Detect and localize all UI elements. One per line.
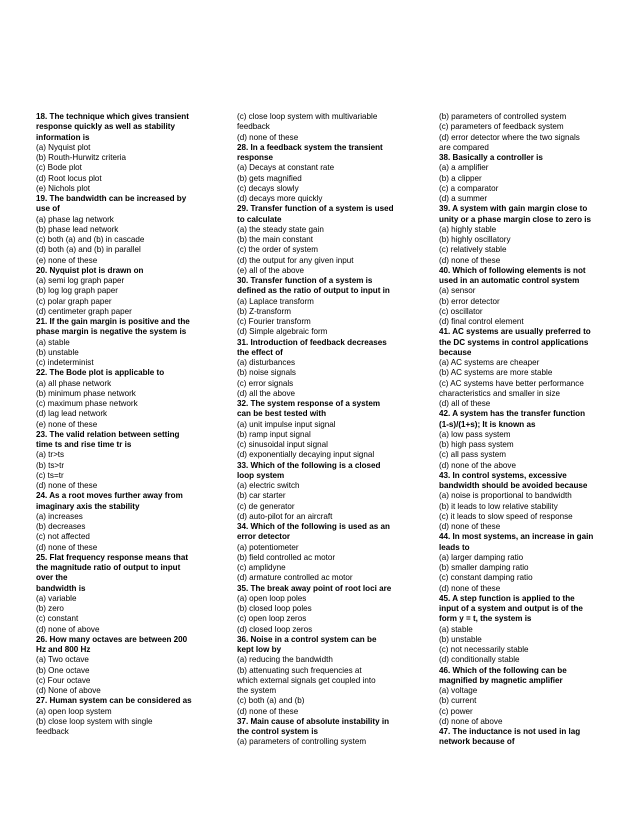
question-text: 29. Transfer function of a system is used: [237, 204, 394, 214]
answer-option: (b) gets magnified: [237, 173, 302, 183]
answer-option: (c) error signals: [237, 378, 294, 388]
question-text: the magnitude ratio of output to input: [36, 563, 181, 572]
answer-option: (c) Fourier transform: [237, 317, 311, 326]
question-text: 28. In a feedback system the transient: [237, 142, 383, 152]
answer-option: (c) Bode plot: [36, 163, 82, 173]
answer-option: (c) both (a) and (b) in cascade: [36, 235, 145, 244]
answer-option: (b) closed loop poles: [237, 604, 312, 613]
answer-option: (a) voltage: [439, 686, 478, 695]
question-text: 21. If the gain margin is positive and the: [36, 317, 190, 326]
answer-option: (b) error detector: [439, 296, 500, 306]
answer-option: (b) field controlled ac motor: [237, 552, 336, 562]
answer-option: (a) Two octave: [36, 655, 89, 665]
answer-option: (d) centimeter graph paper: [36, 306, 132, 316]
answer-option: (e) none of these: [36, 419, 98, 429]
answer-option: (c) constant damping ratio: [439, 573, 533, 583]
answer-option: (e) all of the above: [237, 265, 305, 275]
answer-option: (d) exponentially decaying input signal: [237, 450, 375, 460]
question-text: 25. Flat frequency response means that: [36, 552, 189, 562]
answer-option: (a) noise is proportional to bandwidth: [439, 491, 572, 501]
answer-option: (b) car starter: [237, 491, 286, 501]
question-text: loop system: [237, 470, 285, 480]
answer-option: (b) attenuating such frequencies at: [237, 665, 362, 675]
question-text: form y = t, the system is: [439, 614, 532, 624]
question-text: 40. Which of following elements is not: [439, 265, 586, 275]
answer-option: (b) Z-transform: [237, 306, 291, 316]
question-text: magnified by magnetic amplifier: [439, 675, 563, 685]
answer-option: (b) smaller damping ratio: [439, 563, 529, 572]
answer-option: (c) de generator: [237, 501, 295, 511]
answer-option: (a) disturbances: [237, 358, 296, 367]
answer-option: (d) a summer: [439, 194, 488, 203]
answer-option: (a) parameters of controlling system: [237, 737, 367, 747]
question-text: 27. Human system can be considered as: [36, 696, 192, 706]
answer-option: (c) decays slowly: [237, 183, 299, 193]
question-text: phase margin is negative the system is: [36, 327, 187, 337]
question-text: bandwidth is: [36, 583, 86, 593]
text-column-left: [36, 112, 212, 737]
question-text: 47. The inductance is not used in lag: [439, 727, 581, 736]
question-text: 45. A step function is applied to the: [439, 593, 575, 603]
question-text: leads to: [439, 542, 470, 552]
answer-option: (c) polar graph paper: [36, 296, 112, 306]
question-text: 37. Main cause of absolute instability in: [237, 716, 390, 726]
answer-option: which external signals get coupled into: [237, 675, 376, 685]
question-text: 43. In control systems, excessive: [439, 470, 567, 480]
answer-option: (b) ts>tr: [36, 460, 65, 470]
question-text: bandwidth should be avoided because: [439, 481, 588, 490]
question-text: imaginary axis the stability: [36, 501, 140, 511]
answer-option: (d) none of these: [439, 255, 501, 265]
answer-option: (d) none of above: [439, 716, 503, 726]
answer-option: (d) both (a) and (b) in parallel: [36, 245, 141, 255]
answer-option: (c) amplidyne: [237, 563, 286, 572]
answer-option: (d) conditionally stable: [439, 655, 520, 665]
question-text: 24. As a root moves further away from: [36, 491, 183, 501]
answer-option: (b) highly oscillatory: [439, 235, 511, 244]
question-text: 32. The system response of a system: [237, 399, 381, 408]
answer-option: (c) maximum phase network: [36, 399, 138, 408]
answer-option: (c) it leads to slow speed of response: [439, 511, 573, 521]
question-text: 41. AC systems are usually preferred to: [439, 327, 591, 337]
answer-option: (b) the main constant: [237, 235, 314, 244]
answer-option: (c) the order of system: [237, 245, 318, 255]
answer-option: (d) none of these: [237, 706, 299, 716]
question-text: network because of: [439, 737, 515, 747]
question-text: 38. Basically a controller is: [439, 153, 543, 162]
question-text: (1-s)/(1+s); It is known as: [439, 419, 536, 429]
answer-option: (d) final control element: [439, 317, 524, 326]
answer-option: (b) zero: [36, 604, 64, 613]
question-text: 22. The Bode plot is applicable to: [36, 368, 165, 378]
answer-option: (a) Decays at constant rate: [237, 163, 335, 173]
answer-option: (a) variable: [36, 593, 77, 603]
answer-option: (c) power: [439, 706, 473, 716]
answer-option: (d) error detector where the two signals: [439, 132, 580, 142]
answer-option: (c) AC systems have better performance: [439, 378, 584, 388]
question-text: 30. Transfer function of a system is: [237, 276, 373, 285]
answer-option: (a) stable: [36, 337, 70, 347]
answer-option: (a) potentiometer: [237, 542, 299, 552]
answer-option: (b) unstable: [36, 347, 79, 357]
answer-option: (a) AC systems are cheaper: [439, 358, 540, 367]
answer-option: (c) parameters of feedback system: [439, 122, 564, 132]
answer-option: (a) Laplace transform: [237, 296, 314, 306]
answer-option: (d) all the above: [237, 388, 296, 398]
answer-option: (d) none of these: [439, 522, 501, 531]
question-text: response quickly as well as stability: [36, 122, 176, 132]
answer-option: (c) open loop zeros: [237, 614, 307, 624]
answer-option: (e) Nichols plot: [36, 183, 90, 193]
question-text: used in an automatic control system: [439, 276, 580, 285]
question-text: over the: [36, 573, 68, 583]
answer-option: (d) none of these: [36, 542, 98, 552]
question-text: 42. A system has the transfer function: [439, 409, 586, 419]
answer-option: (a) Nyquist plot: [36, 142, 91, 152]
answer-option: (b) it leads to low relative stability: [439, 501, 558, 511]
answer-option: (d) armature controlled ac motor: [237, 573, 353, 583]
question-text: 44. In most systems, an increase in gain: [439, 532, 594, 542]
answer-option: (c) sinusoidal input signal: [237, 440, 328, 449]
answer-option: feedback: [36, 727, 69, 736]
answer-option: (d) all of these: [439, 399, 491, 408]
answer-option: (d) closed loop zeros: [237, 624, 313, 634]
answer-option: (a) larger damping ratio: [439, 552, 524, 562]
answer-option: (b) close loop system with single: [36, 716, 153, 726]
question-text: 20. Nyquist plot is drawn on: [36, 265, 144, 275]
question-text: because: [439, 347, 472, 357]
answer-option: (c) not affected: [36, 532, 90, 542]
answer-option: (d) none of the above: [439, 460, 516, 470]
question-text: 46. Which of the following can be: [439, 665, 567, 675]
answer-option: (a) electric switch: [237, 481, 300, 490]
answer-option: (d) lag lead network: [36, 409, 108, 419]
answer-option: (b) a clipper: [439, 173, 482, 183]
question-text: the control system is: [237, 727, 318, 736]
question-text: defined as the ratio of output to input in: [237, 286, 390, 296]
answer-option: characteristics and smaller in size: [439, 388, 560, 398]
question-text: unity or a phase margin close to zero is: [439, 214, 592, 224]
answer-option: (c) both (a) and (b): [237, 696, 305, 706]
answer-option: (a) sensor: [439, 286, 476, 296]
answer-option: (a) stable: [439, 624, 473, 634]
answer-option: (c) all pass system: [439, 450, 507, 460]
answer-option: (b) high pass system: [439, 440, 514, 449]
answer-option: (c) relatively stable: [439, 245, 507, 255]
answer-option: (a) the steady state gain: [237, 224, 324, 234]
question-text: 31. Introduction of feedback decreases: [237, 337, 387, 347]
answer-option: (e) none of these: [36, 255, 98, 265]
answer-option: (d) none of these: [237, 132, 299, 142]
answer-option: (b) current: [439, 696, 477, 706]
question-text: 36. Noise in a control system can be: [237, 634, 377, 644]
question-text: the effect of: [237, 347, 283, 357]
question-text: 33. Which of the following is a closed: [237, 460, 381, 470]
answer-option: (a) phase lag network: [36, 214, 114, 224]
answer-option: (b) Routh-Hurwitz criteria: [36, 153, 126, 162]
answer-option: (d) None of above: [36, 686, 101, 695]
answer-option: the system: [237, 686, 277, 695]
answer-option: (a) reducing the bandwidth: [237, 655, 333, 665]
question-text: 26. How many octaves are between 200: [36, 634, 188, 644]
answer-option: (b) log log graph paper: [36, 286, 118, 296]
answer-option: (c) ts=tr: [36, 470, 64, 480]
answer-option: (b) noise signals: [237, 368, 296, 378]
answer-option: (c) Four octave: [36, 675, 91, 685]
question-text: 34. Which of the following is used as an: [237, 522, 390, 531]
answer-option: (d) Root locus plot: [36, 173, 102, 183]
question-text: response: [237, 153, 273, 162]
answer-option: (a) increases: [36, 511, 83, 521]
answer-option: (a) unit impulse input signal: [237, 419, 336, 429]
answer-option: feedback: [237, 122, 270, 132]
question-text: input of a system and output is of the: [439, 604, 583, 613]
question-text: 39. A system with gain margin close to: [439, 204, 588, 214]
answer-option: (c) not necessarily stable: [439, 645, 529, 654]
answer-option: (b) AC systems are more stable: [439, 368, 553, 378]
answer-option: (d) auto-pilot for an aircraft: [237, 511, 333, 521]
answer-option: (a) open loop poles: [237, 593, 307, 603]
answer-option: (b) One octave: [36, 665, 90, 675]
answer-option: (b) minimum phase network: [36, 388, 136, 398]
question-text: 19. The bandwidth can be increased by: [36, 194, 187, 203]
question-text: 18. The technique which gives transient: [36, 112, 189, 121]
answer-option: (c) constant: [36, 614, 79, 624]
answer-option: (a) highly stable: [439, 224, 497, 234]
answer-option: (b) ramp input signal: [237, 429, 311, 439]
question-text: 23. The valid relation between setting: [36, 429, 180, 439]
answer-option: (a) tr>ts: [36, 450, 65, 460]
answer-option: (d) none of above: [36, 624, 100, 634]
answer-option: (b) phase lead network: [36, 224, 119, 234]
question-text: to calculate: [237, 214, 282, 224]
answer-option: (c) close loop system with multivariable: [237, 112, 378, 121]
answer-option: (d) Simple algebraic form: [237, 327, 328, 337]
answer-option: are compared: [439, 142, 489, 152]
question-text: use of: [36, 204, 60, 214]
answer-option: (a) semi log graph paper: [36, 276, 125, 285]
question-text: error detector: [237, 532, 291, 542]
answer-option: (c) indeterminist: [36, 358, 94, 367]
answer-option: (d) none of these: [36, 481, 98, 490]
answer-option: (d) none of these: [439, 583, 501, 593]
answer-option: (d) the output for any given input: [237, 255, 354, 265]
question-text: Hz and 800 Hz: [36, 645, 91, 654]
answer-option: (b) unstable: [439, 634, 482, 644]
answer-option: (b) parameters of controlled system: [439, 112, 567, 121]
question-text: 35. The break away point of root loci are: [237, 583, 392, 593]
answer-option: (d) decays more quickly: [237, 194, 323, 203]
question-text: can be best tested with: [237, 409, 327, 419]
question-text: information is: [36, 132, 90, 142]
answer-option: (a) low pass system: [439, 429, 511, 439]
answer-option: (a) all phase network: [36, 378, 112, 388]
answer-option: (b) decreases: [36, 522, 86, 531]
question-text: the DC systems in control applications: [439, 337, 589, 347]
answer-option: (c) a comparator: [439, 183, 499, 193]
answer-option: (a) open loop system: [36, 706, 112, 716]
question-text: time ts and rise time tr is: [36, 440, 132, 449]
answer-option: (a) a amplifier: [439, 163, 489, 173]
text-column-right: [439, 112, 615, 748]
question-text: kept low by: [237, 645, 282, 654]
answer-option: (c) oscillator: [439, 306, 483, 316]
text-column-middle: [237, 112, 413, 748]
